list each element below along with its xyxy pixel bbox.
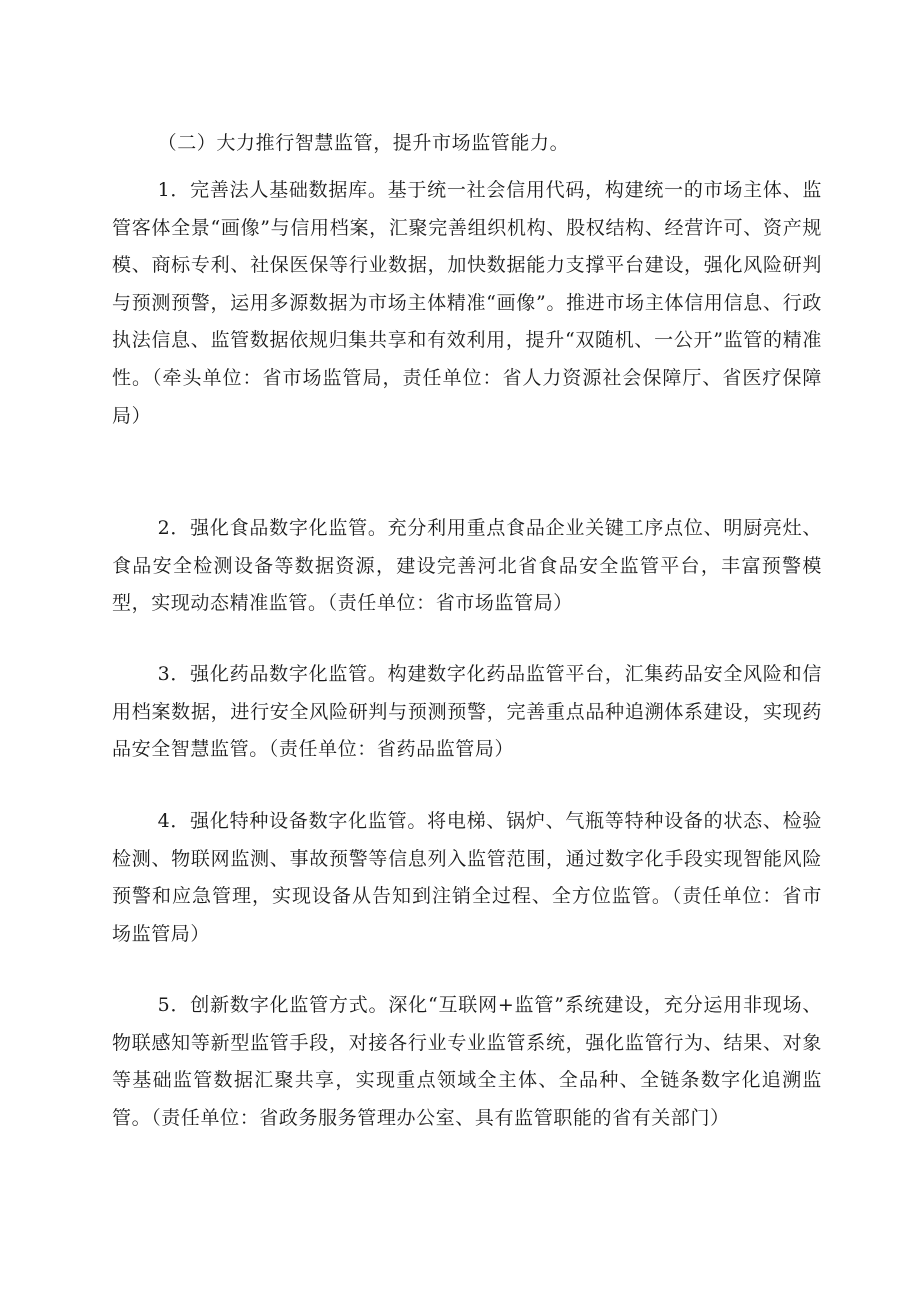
- paragraph-4: 4．强化特种设备数字化监管。将电梯、锅炉、气瓶等特种设备的状态、检验检测、物联网监测、事故预警等信息列入监管范围，通过数字化手段实现智能风险预警和应急管理，实现设备从告知到注销全过程、全方位监管。（责任单位：省市场监管局）: [112, 810, 822, 945]
- paragraph-3: 3．强化药品数字化监管。构建数字化药品监管平台，汇集药品安全风险和信用档案数据，进行安全风险研判与预测预警，完善重点品种追溯体系建设，实现药品安全智慧监管。（责任单位：省药品监管局）: [112, 663, 822, 761]
- paragraph-2: 2．强化食品数字化监管。充分利用重点食品企业关键工序点位、明厨亮灶、食品安全检测设备等数据资源，建设完善河北省食品安全监管平台，丰富预警模型，实现动态精准监管。（责任单位：省市场监管局）: [112, 517, 822, 615]
- section-heading: （二）大力推行智慧监管，提升市场监管能力。: [157, 132, 570, 154]
- paragraph-5: 5．创新数字化监管方式。深化“互联网+监管”系统建设，充分运用非现场、物联感知等新型监管手段，对接各行业专业监管系统，强化监管行为、结果、对象等基础监管数据汇聚共享，实现重点领域全主体、全品种、全链条数字化追溯监管。（责任单位：省政务服务管理办公室、具有监管职能的省有关部门）: [112, 994, 822, 1129]
- paragraph-1: 1．完善法人基础数据库。基于统一社会信用代码，构建统一的市场主体、监管客体全景“画像”与信用档案，汇聚完善组织机构、股权结构、经营许可、资产规模、商标专利、社保医保等行业数据，加快数据能力支撑平台建设，强化风险研判与预测预警，运用多源数据为市场主体精准“画像”。推进市场主体信用信息、行政执法信息、监管数据依规归集共享和有效利用，提升“双随机、一公开”监管的精准性。（牵头单位：省市场监管局，责任单位：省人力资源社会保障厅、省医疗保障局）: [112, 179, 822, 427]
